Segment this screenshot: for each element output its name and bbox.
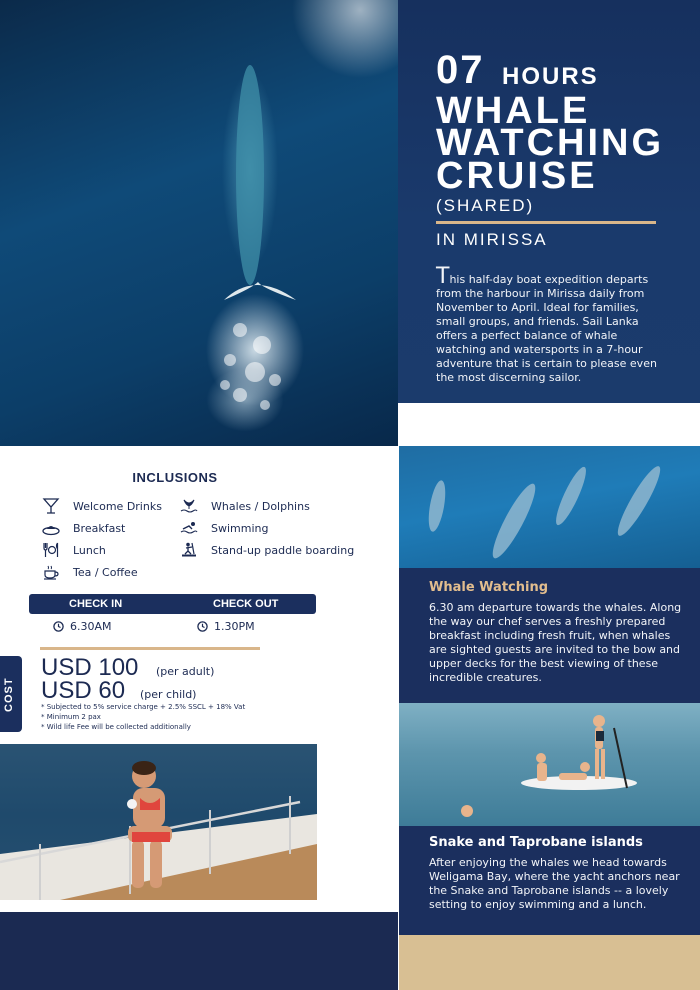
islands-title: Snake and Taprobane islands: [429, 835, 643, 850]
duration-unit: HOURS: [502, 63, 599, 90]
yacht-deck-photo: [0, 744, 317, 900]
title-line-1: WHALE: [436, 90, 591, 132]
footer-band-navy: [0, 912, 398, 990]
tea-cup-icon: [42, 564, 60, 580]
child-price: USD 60: [41, 677, 126, 704]
inclusion-label: Stand-up paddle boarding: [211, 543, 355, 557]
check-in-label: CHECK IN: [69, 598, 123, 610]
whale-tail-icon: [180, 498, 198, 514]
cutlery-icon: [42, 542, 60, 558]
whale-aerial-photo: [0, 0, 398, 446]
location-label: IN MIRISSA: [436, 230, 548, 249]
cost-note-minimum: * Minimum 2 pax: [41, 713, 101, 721]
check-out-time-value: 1.30PM: [214, 620, 255, 633]
title-line-2: WATCHING: [436, 122, 665, 164]
clock-icon: [197, 621, 208, 632]
cocktail-glass-icon: [42, 498, 60, 514]
footer-band-sand: [399, 935, 700, 990]
inclusion-paddle-boarding: [180, 542, 354, 558]
cost-tab-label: COST: [3, 677, 15, 712]
check-times-header: [29, 594, 316, 614]
title-panel: [398, 0, 700, 403]
cost-note-taxes: * Subjected to 5% service charge + 2.5% SSCL + 18% Vat: [41, 703, 246, 711]
child-price-note: (per child): [140, 688, 197, 701]
adult-price-note: (per adult): [156, 665, 215, 678]
whale-watching-section: [399, 568, 700, 703]
intro-paragraph: This half-day boat expedition departs from the harbour in Mirissa daily from November to April. Ideal for families, small groups, and friends. Sail Lanka offers a perfect balance of whale watching and watersports in a 7-hour adventure that is certain to please even the most discerning sailor.: [436, 264, 657, 384]
check-out-time: [197, 620, 255, 633]
dolphins-photo: [399, 446, 700, 568]
inclusion-label: Swimming: [211, 521, 269, 535]
islands-section: [399, 826, 700, 935]
duration-number: 07: [436, 48, 485, 92]
swimmer-icon: [180, 520, 198, 536]
paddle-boarding-photo: [399, 703, 700, 826]
adult-price: USD 100: [41, 654, 139, 681]
inclusion-label: Breakfast: [73, 521, 126, 535]
inclusion-label: Tea / Coffee: [73, 565, 138, 579]
inclusions-heading: INCLUSIONS: [132, 470, 218, 485]
cost-divider: [40, 647, 260, 650]
title-line-3: CRUISE: [436, 155, 598, 197]
cost-tab: [0, 656, 22, 732]
inclusion-lunch: [42, 542, 106, 558]
breakfast-plate-icon: [42, 520, 60, 536]
check-out-label: CHECK OUT: [213, 598, 279, 610]
inclusion-whales-dolphins: [180, 498, 310, 514]
paddle-board-icon: [180, 542, 198, 558]
title-divider: [436, 221, 656, 224]
inclusion-welcome-drinks: [42, 498, 162, 514]
inclusion-breakfast: [42, 520, 125, 536]
cost-note-wildlife-fee: * Wild life Fee will be collected additionally: [41, 723, 191, 731]
whale-watching-text: 6.30 am departure towards the whales. Along the way our chef serves a freshly prepared breakfast including fresh fruit, when whales are sighted guests are invited to the bow and upper decks for the best viewing of these incredible creatures.: [429, 601, 682, 684]
inclusion-label: Welcome Drinks: [73, 499, 162, 513]
check-in-time-value: 6.30AM: [70, 620, 112, 633]
shared-label: (SHARED): [436, 196, 535, 215]
whale-watching-title: Whale Watching: [429, 580, 549, 595]
islands-text: After enjoying the whales we head towards Weligama Bay, where the yacht anchors near the Snake and Taprobane islands -- a lovely setting to enjoy swimming and a lunch.: [429, 856, 680, 911]
clock-icon: [53, 621, 64, 632]
inclusion-label: Lunch: [73, 543, 106, 557]
inclusion-label: Whales / Dolphins: [211, 499, 310, 513]
check-in-time: [53, 620, 112, 633]
inclusion-swimming: [180, 520, 268, 536]
inclusion-tea-coffee: [42, 564, 138, 580]
